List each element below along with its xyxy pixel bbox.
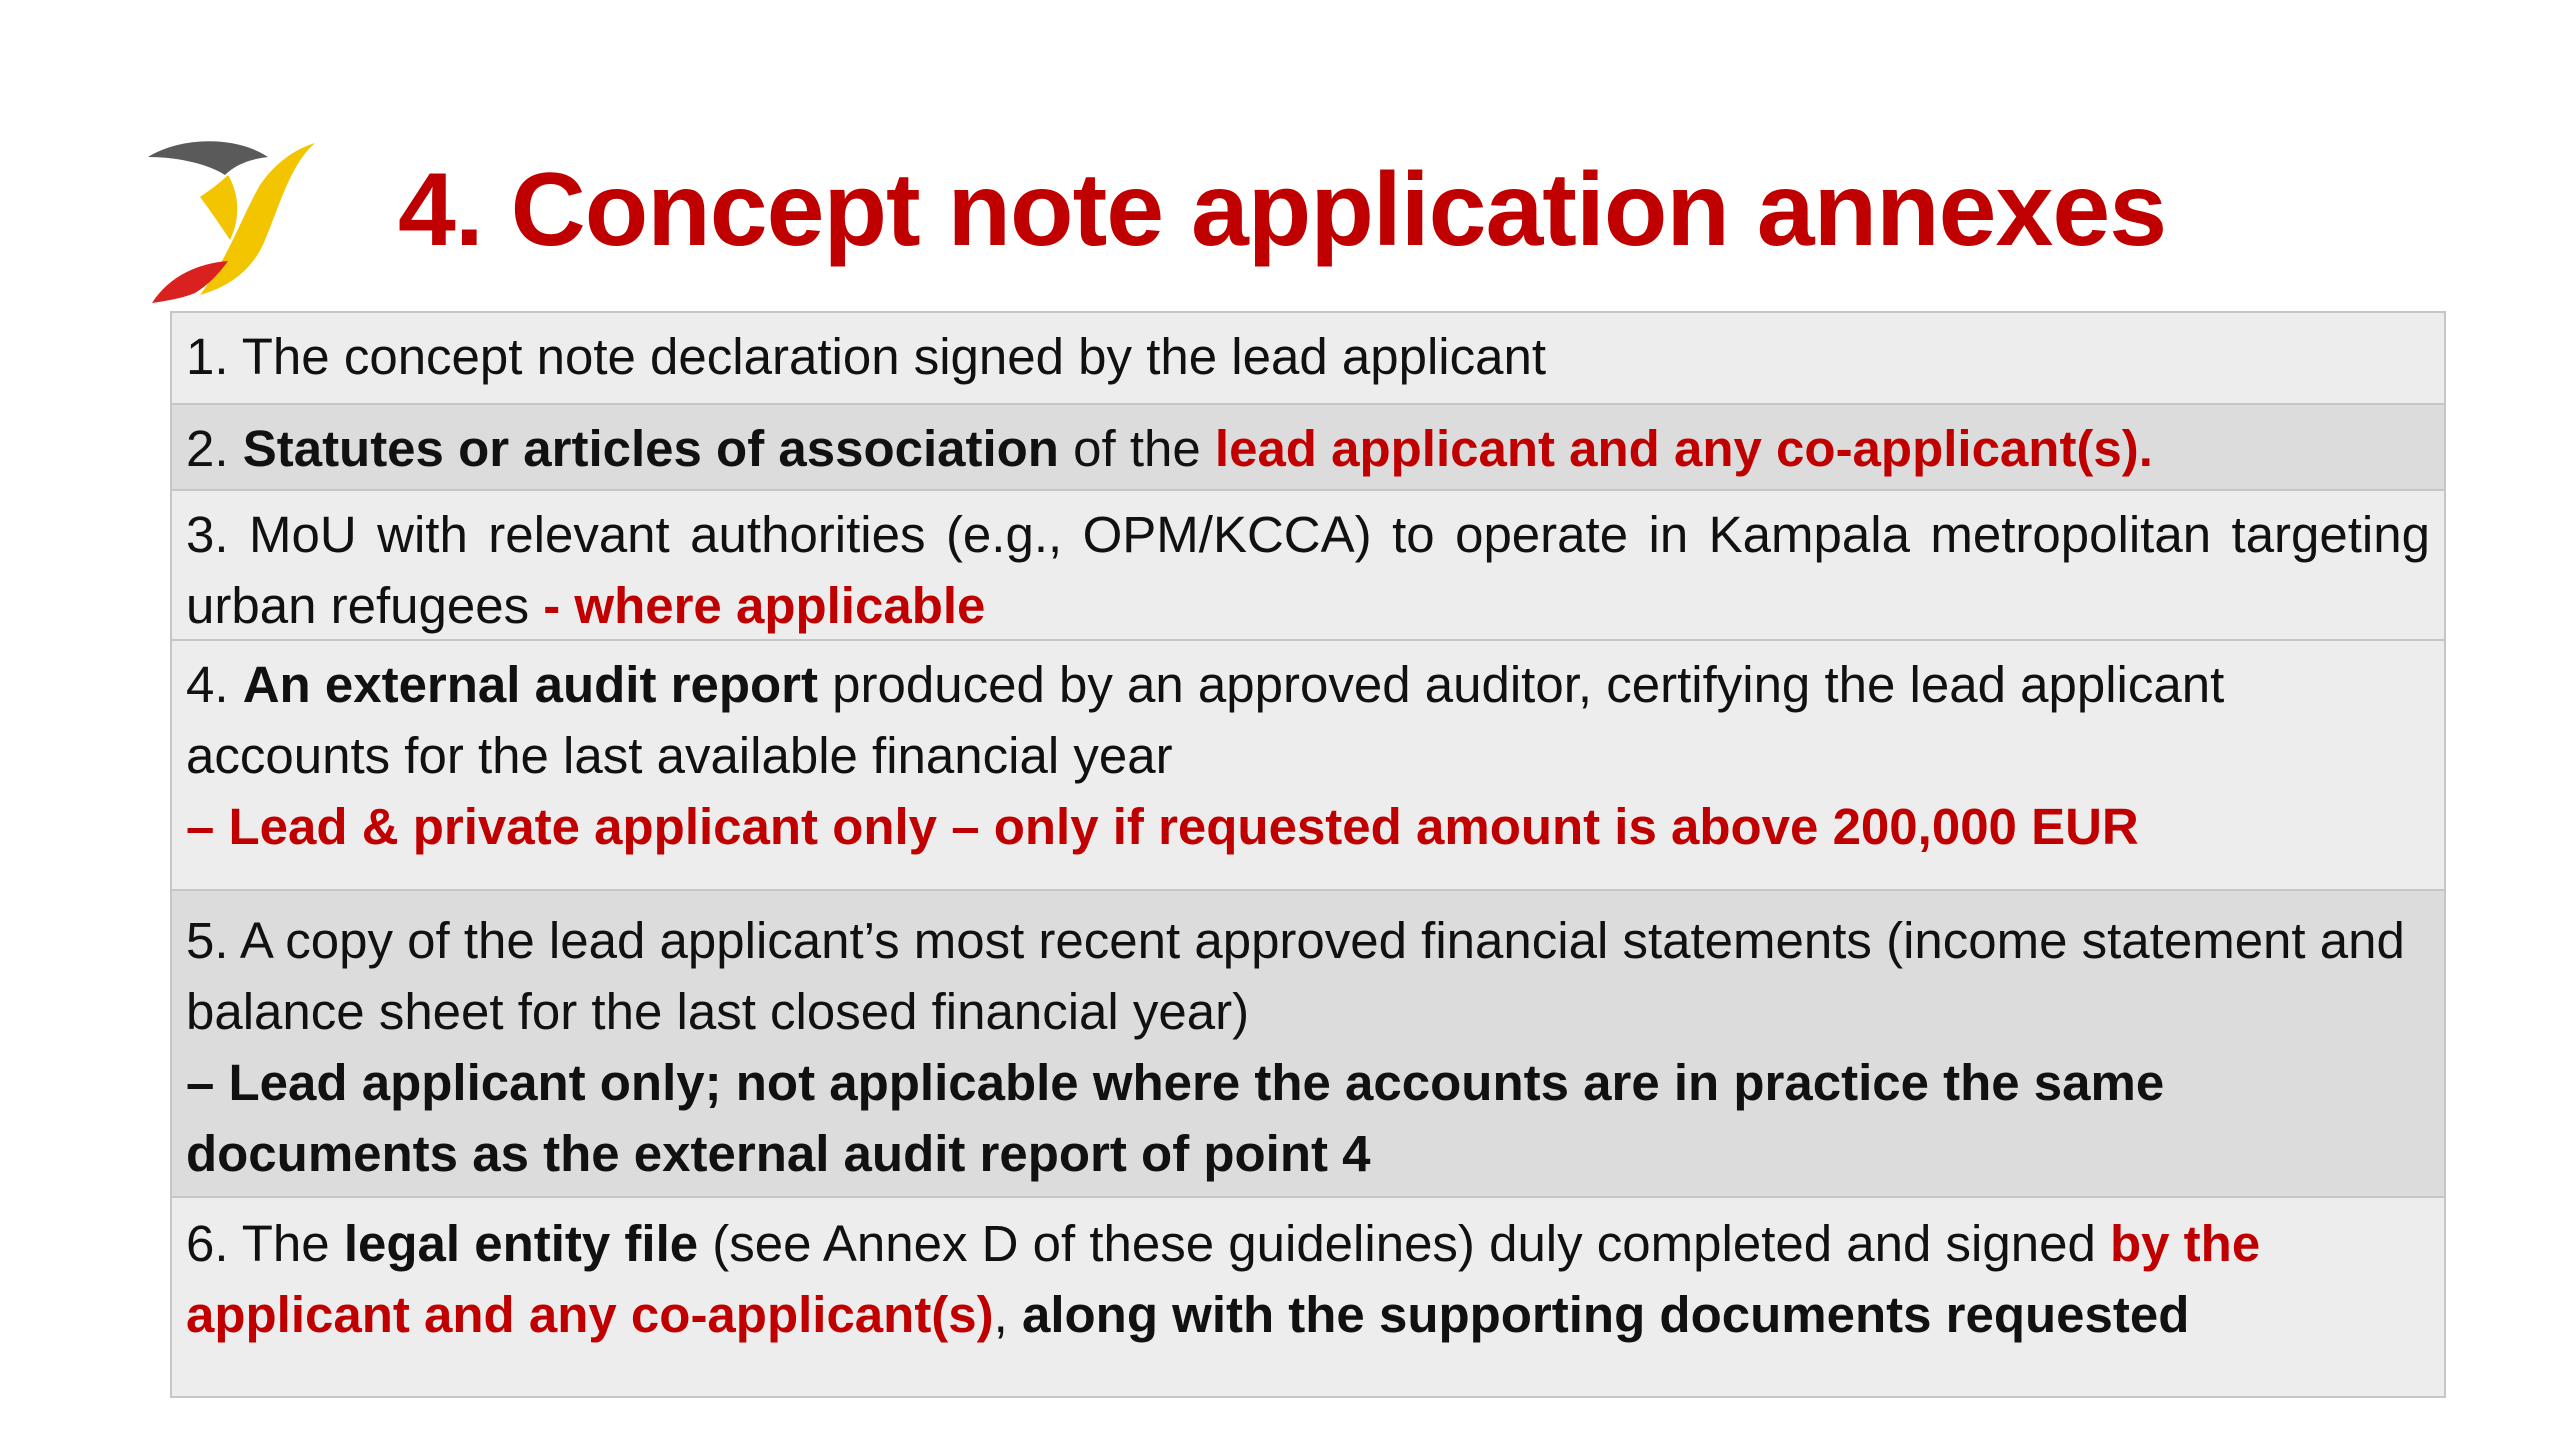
annex-3-text: 3. MoU with relevant authorities (e.g., OPM/KCCA) to operate in Kampala metropolitan targeting urban refugees <box>186 506 2430 634</box>
annex-2-number: 2. <box>186 420 243 477</box>
annex-item-5 <box>172 891 2444 1198</box>
annex-4-bold: An external audit report <box>242 656 818 713</box>
page-title: 4. Concept note application annexes <box>398 152 2167 268</box>
annex-list <box>170 311 2446 1398</box>
annex-2-mid: of the <box>1058 420 1215 477</box>
annex-5-bold: – Lead applicant only; not applicable where the accounts are in practice the same documents as the external audit report of point 4 <box>186 1054 2165 1182</box>
annex-6-red: by the applicant and any co-applicant(s) <box>186 1215 2261 1343</box>
annex-item-1 <box>172 313 2444 405</box>
annex-item-2 <box>172 405 2444 491</box>
annex-1-text: 1. The concept note declaration signed by the lead applicant <box>186 328 1547 385</box>
annex-2-bold: Statutes or articles of association <box>242 420 1059 477</box>
annex-6-comma: , <box>993 1286 1022 1343</box>
annex-4-number: 4. <box>186 656 243 713</box>
annex-item-6 <box>172 1198 2444 1396</box>
annex-2-red: lead applicant and any co-applicant(s). <box>1214 420 2153 477</box>
annex-4-rest: produced by an approved auditor, certifying the lead applicant accounts for the last available financial year <box>186 656 2225 784</box>
annex-3-red: - where applicable <box>543 577 986 634</box>
annex-item-3 <box>172 491 2444 641</box>
annex-6-bold: legal entity file <box>343 1215 699 1272</box>
annex-4-red: – Lead & private applicant only – only if requested amount is above 200,000 EUR <box>186 798 2139 855</box>
annex-6-bold2: along with the supporting documents requested <box>1021 1286 2190 1343</box>
annex-6-mid: (see Annex D of these guidelines) duly completed and signed <box>698 1215 2110 1272</box>
annex-5-text: 5. A copy of the lead applicant’s most recent approved financial statements (income statement and balance sheet for the last closed financial year) <box>186 912 2405 1040</box>
annex-item-4 <box>172 641 2444 891</box>
stylized-bird-logo-icon <box>140 135 330 305</box>
annex-6-number: 6. The <box>186 1215 344 1272</box>
